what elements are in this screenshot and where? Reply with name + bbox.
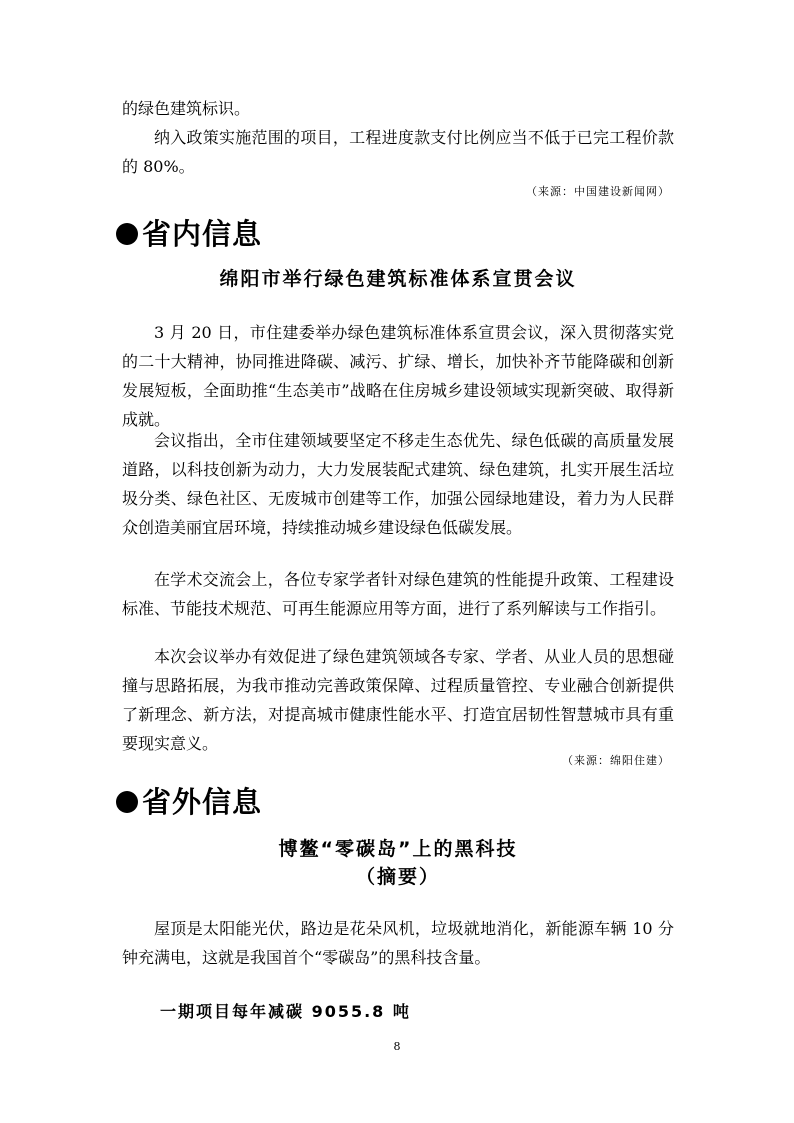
article-subtitle-boao: （摘要） bbox=[355, 866, 440, 888]
section-heading-outside bbox=[116, 782, 262, 822]
article-title-boao: 博鳌“零碳岛”上的黑科技 bbox=[278, 838, 518, 860]
section-heading-province-text: 省内信息 bbox=[142, 217, 263, 251]
section-heading-outside-text: 省外信息 bbox=[142, 785, 263, 819]
intro-source: （来源：中国建设新闻网） bbox=[526, 185, 670, 198]
article-subheading-boao: 一期项目每年减碳 9055.8 吨 bbox=[160, 1002, 411, 1021]
article-paragraph-4: 本次会议举办有效促进了绿色建筑领域各专家、学者、从业人员的思想碰撞与思路拓展，为我市推动完善政策保障、过程质量管控、专业融合创新提供了新理念、新方法，对提高城市健康性能水平、打造宜居韧性智慧城市具有重要现实意义。 bbox=[122, 647, 674, 753]
article-paragraph-1: 3 月 20 日，市住建委举办绿色建筑标准体系宣贯会议，深入贯彻落实党的二十大精神，协同推进降碳、减污、扩绿、增长，加快补齐节能降碳和创新发展短板，全面助推“生态美市”战略在住房城乡建设领域实现新突破、取得新成就。 bbox=[122, 323, 674, 429]
bullet-icon bbox=[116, 791, 138, 813]
bullet-icon bbox=[116, 223, 138, 245]
section-heading-province bbox=[116, 214, 262, 254]
article-source-mianyang: （来源：绵阳住建） bbox=[562, 754, 670, 767]
intro-paragraph-1: 的绿色建筑标识。 bbox=[122, 99, 251, 118]
article-paragraph-2: 会议指出，全市住建领域要坚定不移走生态优先、绿色低碳的高质量发展道路，以科技创新为动力，大力发展装配式建筑、绿色建筑，扎实开展生活垃圾分类、绿色社区、无废城市创建等工作，加强公园绿地建设，着力为人民群众创造美丽宜居环境，持续推动城乡建设绿色低碳发展。 bbox=[122, 431, 674, 537]
intro-paragraph-2: 纳入政策实施范围的项目，工程进度款支付比例应当不低于已完工程价款的 80%。 bbox=[122, 128, 674, 176]
article-paragraph-3: 在学术交流会上，各位专家学者针对绿色建筑的性能提升政策、工程建设标准、节能技术规范、可再生能源应用等方面，进行了系列解读与工作指引。 bbox=[122, 570, 674, 618]
page-number: 8 bbox=[393, 1040, 401, 1053]
article-paragraph-boao: 屋顶是太阳能光伏，路边是花朵风机，垃圾就地消化，新能源车辆 10 分钟充满电，这就是我国首个“零碳岛”的黑科技含量。 bbox=[122, 919, 674, 967]
article-title-mianyang: 绵阳市举行绿色建筑标准体系宣贯会议 bbox=[219, 268, 577, 290]
